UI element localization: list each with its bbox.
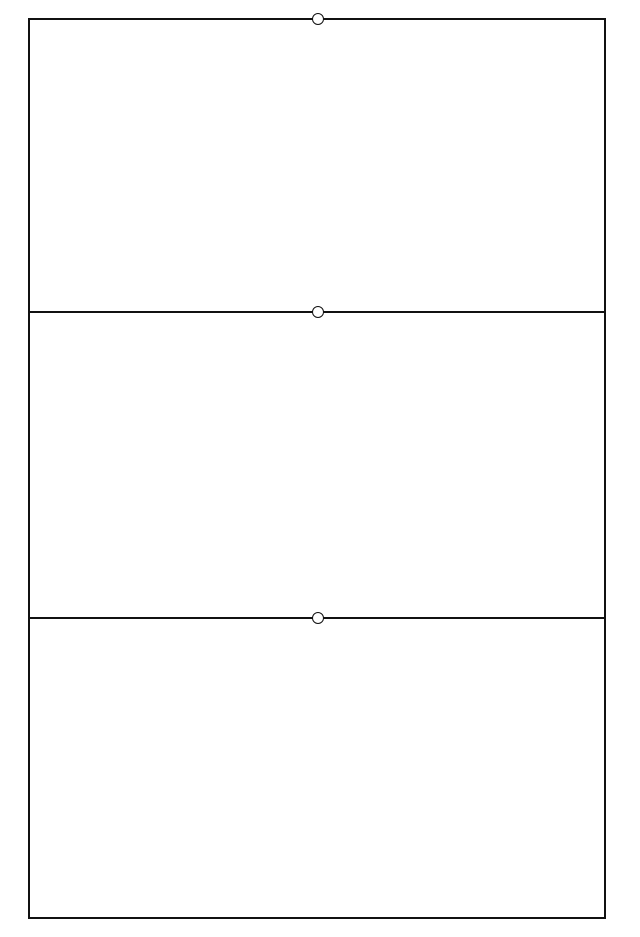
text-panel-bottom xyxy=(36,624,598,914)
text-panel-middle xyxy=(36,318,598,613)
binding-ornament-top xyxy=(312,13,324,25)
text-panel-top xyxy=(36,26,598,309)
binding-ornament-lower xyxy=(312,612,324,624)
